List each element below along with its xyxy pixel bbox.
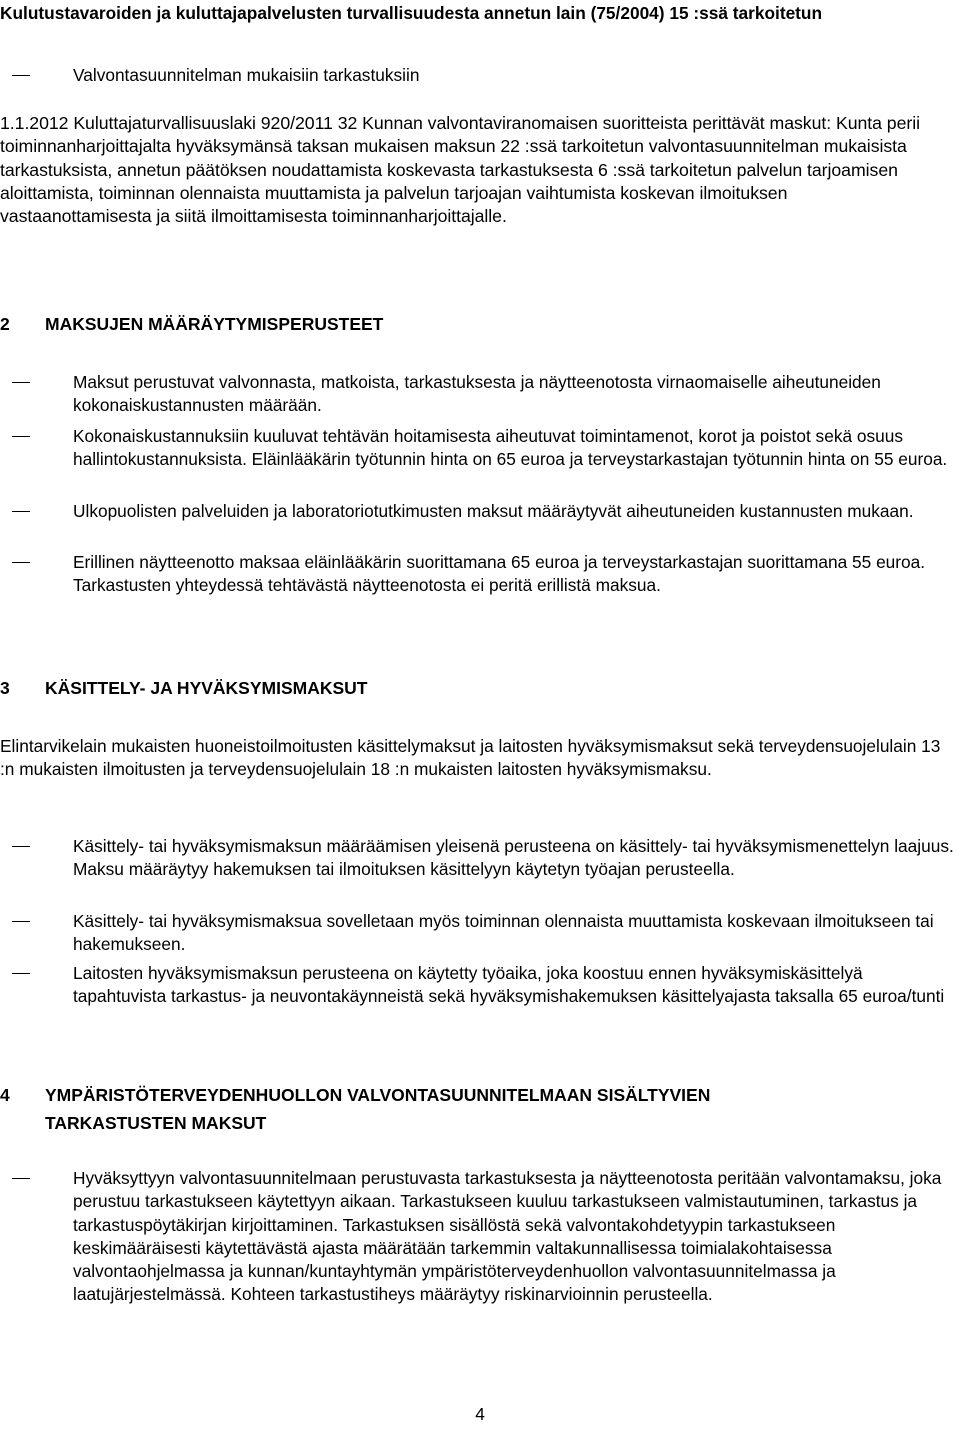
list-item [0,1167,957,1307]
section-title: KÄSITTELY- JA HYVÄKSYMISMAKSUT [45,678,368,698]
law-item-text: Valvontasuunnitelman mukaisiin tarkastuksiin [73,65,420,85]
list-item-text: Hyväksyttyyn valvontasuunnitelmaan perustuvasta tarkastuksesta ja näytteenotosta peritään valvontamaksu, joka perustuu tarkastukseen käytettyyn aikaan. Tarkastukseen kuuluu tarkastukseen valmistautuminen, tarkastus ja tarkastuspöytäkirjan kirjoittaminen. Tarkastuksen sisällöstä sekä valvontakohdetyypin tarkastukseen keskimääräisesti käytettävästä ajasta määrätään tarkemmin valtakunnallisessa toimialakohtaisessa valvontaohjelmassa ja kunnan/kuntayhtymän ympäristöterveydenhuollon valvontasuunnitelmassa ja laatujärjestelmässä. Kohteen tarkastustiheys määräytyy riskinarvioinnin perusteella. [73,1168,942,1305]
page-number: 4 [475,1404,485,1424]
dash-bullet [12,382,30,383]
list-item [0,910,957,957]
dash-bullet [12,75,30,76]
section-2-heading [0,313,940,337]
dash-bullet [12,562,30,563]
section-title-line-2: TARKASTUSTEN MAKSUT [45,1113,267,1133]
list-item [0,425,949,472]
list-item-text: Laitosten hyväksymismaksun perusteena on käytetty työaika, joka koostuu ennen hyväksymiskäsittelyä tapahtuvista tarkastus- ja neuvontakäynneistä sekä hyväksymishakemuksen käsittelyajasta taksalla 65 euroa/tunti [73,963,945,1007]
section-3-heading [0,677,940,701]
section-title: MAKSUJEN MÄÄRÄYTYMISPERUSTEET [45,314,384,334]
list-item [0,500,949,523]
dash-bullet [12,1178,30,1179]
list-item-text: Kokonaiskustannuksiin kuuluvat tehtävän hoitamisesta aiheutuvat toimintamenot, korot ja poistot sekä osuus hallintokustannuksista. Eläinlääkärin työtunnin hinta on 65 euroa ja terveystarkastajan työtunnin hinta on 55 euroa. [73,426,948,470]
list-item [0,371,949,418]
dash-bullet [12,846,30,847]
intro-paragraph: 1.1.2012 Kuluttajaturvallisuuslaki 920/2011 32 Kunnan valvontaviranomaisen suoritteista perittävät maskut: Kunta perii toiminnanharjoittajalta hyväksymänsä taksan mukaisen maksun 22 :ssä tarkoitetun valvontasuunnitelman mukaisista tarkastuksista, annetun päätöksen noudattamista koskevasta tarkastuksesta 6 :ssä tarkoitetun palvelun tarjoamisen aloittamista, toiminnan olennaista muuttamista ja palvelun tarjoajan vaihtumista koskevan ilmoituksen vastaanottamisesta ja siitä ilmoittamisesta toiminnanharjoittajalle. [0,113,920,227]
law-title: Kulutustavaroiden ja kuluttajapalvelusten turvallisuudesta annetun lain (75/2004) 15 :ssä tarkoitetun [0,3,823,23]
dash-bullet [12,511,30,512]
list-item [0,835,957,882]
dash-bullet [12,973,30,974]
list-item-text: Maksut perustuvat valvonnasta, matkoista, tarkastuksesta ja näytteenotosta virnaomaiselle aiheutuneiden kokonaiskustannusten määrään. [73,372,881,416]
section-number: 4 [0,1085,10,1105]
law-item [0,64,960,87]
list-item-text: Ulkopuolisten palveluiden ja laboratoriotutkimusten maksut määräytyvät aiheutuneiden kustannusten mukaan. [73,501,914,521]
section-number: 3 [0,678,10,698]
section-title-line-1: YMPÄRISTÖTERVEYDENHUOLLON VALVONTASUUNNITELMAAN SISÄLTYVIEN [45,1085,711,1105]
dash-bullet [12,436,30,437]
section-number: 2 [0,314,10,334]
dash-bullet [12,921,30,922]
list-item-text: Käsittely- tai hyväksymismaksua sovelletaan myös toiminnan olennaista muuttamista koskevaan ilmoitukseen tai hakemukseen. [73,911,934,955]
list-item-text: Käsittely- tai hyväksymismaksun määräämisen yleisenä perusteena on käsittely- tai hyväksymismenettelyn laajuus. Maksu määräytyy hakemuksen tai ilmoituksen käsittelyyn käytetyn työajan perusteella. [73,836,954,880]
list-item-text: Erillinen näytteenotto maksaa eläinlääkärin suorittamana 65 euroa ja terveystarkastajan suorittamana 55 euroa. Tarkastusten yhteydessä tehtävästä näytteenotosta ei peritä erillistä maksua. [73,552,926,596]
section-4-heading [0,1084,940,1136]
section-3-paragraph: Elintarvikelain mukaisten huoneistoilmoitusten käsittelymaksut ja laitosten hyväksymismaksut sekä terveydensuojelulain 13 :n mukaisten ilmoitusten ja terveydensuojelulain 18 :n mukaisten laitosten hyväksymismaksu. [0,736,941,780]
list-item [0,551,949,598]
list-item [0,962,957,1009]
